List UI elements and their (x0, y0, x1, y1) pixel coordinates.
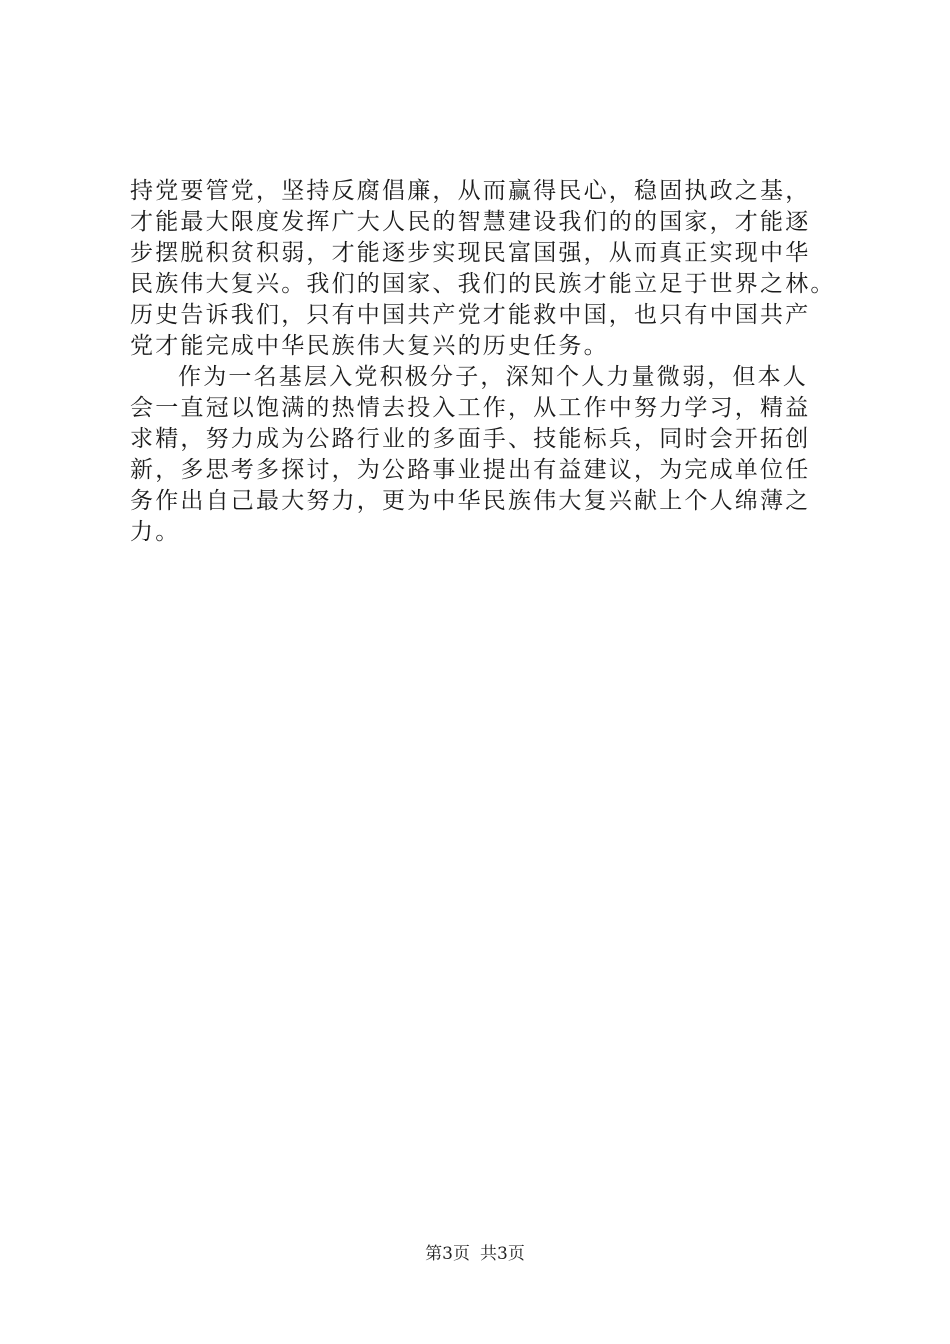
text-line: 党才能完成中华民族伟大复兴的历史任务。 (130, 333, 609, 359)
page-total: 共3页 (480, 1244, 525, 1264)
text-line: 持党要管党，坚持反腐倡廉，从而赢得民心，稳固执政之基， (130, 178, 811, 204)
page-number: 第3页 (425, 1244, 470, 1264)
text-line: 步摆脱积贫积弱，才能逐步实现民富国强，从而真正实现中华 (130, 240, 811, 266)
text-line: 力。 (130, 519, 181, 545)
text-line: 会一直冠以饱满的热情去投入工作，从工作中努力学习，精益 (130, 395, 811, 421)
text-line: 求精，努力成为公路行业的多面手、技能标兵，同时会开拓创 (130, 426, 811, 452)
text-line: 民族伟大复兴。我们的国家、我们的民族才能立足于世界之林。 (130, 271, 836, 297)
text-line: 务作出自己最大努力，更为中华民族伟大复兴献上个人绵薄之 (130, 488, 811, 514)
paragraph-first-line: 作为一名基层入党积极分子，深知个人力量微弱，但本人 (178, 364, 808, 390)
text-line: 历史告诉我们，只有中国共产党才能救中国，也只有中国共产 (130, 302, 811, 328)
text-line: 才能最大限度发挥广大人民的智慧建设我们的的国家，才能逐 (130, 209, 811, 235)
body-text (130, 176, 850, 548)
text-line: 新，多思考多探讨，为公路事业提出有益建议，为完成单位任 (130, 457, 811, 483)
page-footer (0, 1243, 950, 1265)
